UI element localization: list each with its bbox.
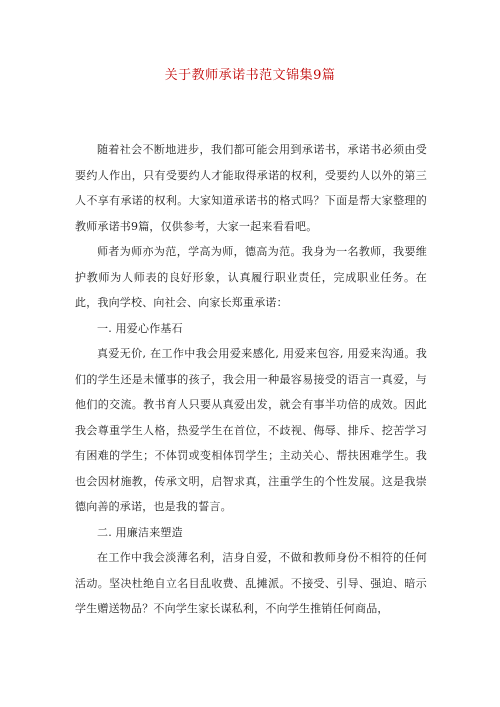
section-2-paragraph: 在工作中我会淡薄名利，洁身自爱，不做和教师身份不相符的任何活动。坚决杜绝自立名目乱收费、乱摊派。不接受、引导、强迫、暗示学生赠送物品？不向学生家长谋私利，不向学生推销任何商品， xyxy=(75,551,427,615)
section-heading-2: 二. 用廉洁来塑造 xyxy=(97,525,183,539)
section-1-paragraph: 真爱无价, 在工作中我会用爱来感化, 用爱来包容, 用爱来沟通。我们的学生还是未懂事的孩子，我会用一种最容易接受的语言一真爱，与他们的交流。教书育人只要从真爱出发，就会有事半功倍的成效。因此我会尊重学生人格，热爱学生在首位，不歧视、侮辱、排斥、挖苦学习有困难的学生；不体罚或变相体罚学生；主动关心、帮扶困难学生。我也会因材施教，传承文明，启智求真，注重学生的个性发展。这是我崇德向善的承诺，也是我的誓言。 xyxy=(75,347,427,513)
intro-paragraph: 随着社会不断地进步，我们都可能会用到承诺书，承诺书必须由受要约人作出，只有受要约人才能取得承诺的权利，受要约人以外的第三人不享有承诺的权利。大家知道承诺书的格式吗？下面是帮大家整理的教师承诺书9篇，仅供参考，大家一起来看看吧。 xyxy=(75,143,427,233)
section-heading-1: 一. 用爱心作基石 xyxy=(97,321,183,335)
commitment-paragraph: 师者为师亦为范，学高为师，德高为范。我身为一名教师，我要维护教师为人师表的良好形象，认真履行职业责任，完成职业任务。在此，我向学校、向社会、向家长郑重承诺： xyxy=(75,245,427,309)
document-title: 关于教师承诺书范文锦集9篇 xyxy=(164,68,336,83)
document-body xyxy=(75,137,427,622)
